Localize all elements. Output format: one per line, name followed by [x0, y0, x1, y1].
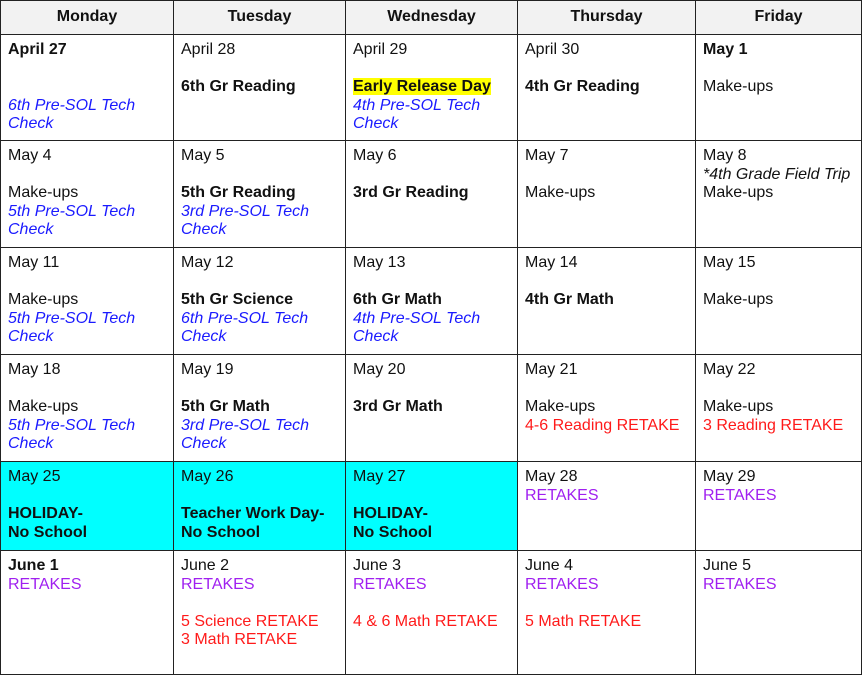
week-row — [1, 355, 862, 462]
holiday-label: No School — [181, 523, 261, 541]
tech-check-note: Check — [8, 221, 54, 238]
day-date: May 14 — [525, 254, 578, 271]
makeups-note: Make-ups — [525, 184, 596, 201]
spacer — [181, 380, 339, 399]
test-event: 4th Gr Math — [525, 291, 614, 308]
day-date: June 2 — [181, 557, 230, 574]
day-date: April 28 — [181, 41, 236, 58]
day-date: May 26 — [181, 468, 234, 485]
holiday-cell — [346, 462, 518, 551]
day-cell — [174, 35, 346, 141]
day-date: May 11 — [8, 254, 60, 271]
tech-check-note: Check — [353, 115, 399, 132]
day-cell — [346, 141, 518, 248]
day-date: May 8 — [703, 147, 747, 164]
tech-check-note: 4th Pre-SOL Tech — [353, 96, 481, 114]
day-date: April 29 — [353, 41, 408, 58]
day-date: May 12 — [181, 254, 234, 271]
day-date: May 4 — [8, 147, 52, 164]
test-event: 5th Gr Science — [181, 291, 294, 308]
makeups-note: Make-ups — [703, 291, 774, 308]
spacer — [353, 594, 511, 613]
tech-check-note: 5th Pre-SOL Tech — [8, 202, 136, 220]
header-thursday: Thursday — [518, 1, 696, 35]
day-date: May 20 — [353, 361, 406, 378]
week-row — [1, 35, 862, 141]
tech-check-note: Check — [181, 221, 227, 238]
spacer — [8, 273, 167, 292]
retake-note: 5 Math RETAKE — [525, 612, 642, 630]
test-event: 3rd Gr Math — [353, 398, 443, 415]
test-event: 5th Gr Math — [181, 398, 270, 415]
retake-note: 3 Math RETAKE — [181, 631, 298, 648]
day-cell — [696, 355, 862, 462]
spacer — [181, 594, 339, 613]
tech-check-note: Check — [181, 435, 227, 452]
day-cell — [696, 35, 862, 141]
retakes-label: RETAKES — [525, 575, 599, 593]
makeups-note: Make-ups — [703, 78, 774, 95]
field-trip-note: *4th Grade Field Trip — [703, 165, 851, 183]
day-date: May 19 — [181, 361, 234, 378]
tech-check-note: 5th Pre-SOL Tech — [8, 309, 136, 327]
retake-note: 5 Science RETAKE — [181, 612, 319, 630]
day-date: June 1 — [8, 557, 59, 574]
day-cell — [1, 355, 174, 462]
day-cell — [174, 141, 346, 248]
spacer — [703, 273, 855, 292]
week-row — [1, 248, 862, 355]
week-row — [1, 551, 862, 675]
test-event: 3rd Gr Reading — [353, 184, 469, 201]
header-tuesday: Tuesday — [174, 1, 346, 35]
spacer — [703, 60, 855, 79]
tech-check-note: 3rd Pre-SOL Tech — [181, 416, 310, 434]
retakes-label: RETAKES — [181, 575, 255, 593]
makeups-note: Make-ups — [525, 398, 596, 415]
spacer — [181, 60, 339, 79]
spacer — [181, 166, 339, 185]
week-row — [1, 462, 862, 551]
makeups-note: Make-ups — [8, 398, 79, 415]
day-cell — [1, 141, 174, 248]
day-date: May 21 — [525, 361, 578, 378]
holiday-label: No School — [8, 523, 88, 541]
day-date: May 29 — [703, 468, 756, 485]
holiday-label: HOLIDAY- — [353, 505, 428, 522]
week-row — [1, 141, 862, 248]
spacer — [8, 380, 167, 399]
day-cell — [696, 141, 862, 248]
spacer — [525, 273, 689, 292]
tech-check-note: 6th Pre-SOL Tech — [181, 309, 309, 327]
makeups-note: Make-ups — [703, 398, 774, 415]
retakes-label: RETAKES — [525, 486, 599, 504]
spacer — [353, 60, 511, 79]
day-cell — [1, 248, 174, 355]
spacer — [353, 380, 511, 399]
day-date: May 15 — [703, 254, 756, 271]
day-cell — [1, 35, 174, 141]
day-date: May 22 — [703, 361, 756, 378]
retakes-label: RETAKES — [353, 575, 427, 593]
spacer — [181, 273, 339, 292]
day-date: June 5 — [703, 557, 752, 574]
test-event: 4th Gr Reading — [525, 78, 640, 95]
day-cell — [346, 248, 518, 355]
retake-note: 4 & 6 Math RETAKE — [353, 612, 498, 630]
tech-check-note: 5th Pre-SOL Tech — [8, 416, 136, 434]
day-date: May 13 — [353, 254, 406, 271]
holiday-label: Teacher Work Day- — [181, 505, 325, 522]
makeups-note: Make-ups — [8, 291, 79, 308]
spacer — [353, 273, 511, 292]
day-date: May 7 — [525, 147, 569, 164]
day-cell — [696, 462, 862, 551]
retake-note: 3 Reading RETAKE — [703, 416, 844, 434]
holiday-cell — [174, 462, 346, 551]
day-cell — [346, 35, 518, 141]
spacer — [525, 166, 689, 185]
header-friday: Friday — [696, 1, 862, 35]
tech-check-note: 4th Pre-SOL Tech — [353, 309, 481, 327]
day-date: May 25 — [8, 468, 61, 485]
spacer — [8, 78, 167, 97]
day-cell — [518, 248, 696, 355]
day-cell — [518, 355, 696, 462]
holiday-label: No School — [353, 523, 433, 541]
day-cell — [518, 462, 696, 551]
tech-check-note: Check — [353, 328, 399, 345]
tech-check-note: 3rd Pre-SOL Tech — [181, 202, 310, 220]
early-release-highlight: Early Release Day — [353, 78, 491, 95]
day-date: April 27 — [8, 41, 67, 58]
day-cell — [696, 551, 862, 675]
day-cell — [174, 551, 346, 675]
test-event: 5th Gr Reading — [181, 184, 296, 201]
tech-check-note: Check — [8, 435, 54, 452]
day-cell — [1, 551, 174, 675]
spacer — [525, 380, 689, 399]
day-date: May 1 — [703, 41, 748, 58]
day-date: April 30 — [525, 41, 580, 58]
spacer — [525, 60, 689, 79]
day-date: May 5 — [181, 147, 225, 164]
day-date: June 4 — [525, 557, 574, 574]
day-date: May 6 — [353, 147, 397, 164]
makeups-note: Make-ups — [8, 184, 79, 201]
retakes-label: RETAKES — [703, 575, 777, 593]
tech-check-note: 6th Pre-SOL Tech — [8, 96, 136, 114]
day-date: May 28 — [525, 468, 578, 485]
tech-check-note: Check — [181, 328, 227, 345]
holiday-cell — [1, 462, 174, 551]
retakes-label: RETAKES — [703, 486, 777, 504]
day-cell — [346, 551, 518, 675]
day-date: May 27 — [353, 468, 406, 485]
header-monday: Monday — [1, 1, 174, 35]
retake-note: 4-6 Reading RETAKE — [525, 416, 680, 434]
day-cell — [518, 141, 696, 248]
day-cell — [518, 35, 696, 141]
day-cell — [696, 248, 862, 355]
spacer — [353, 166, 511, 185]
spacer — [525, 594, 689, 613]
spacer — [703, 380, 855, 399]
spacer — [353, 487, 511, 506]
day-cell — [518, 551, 696, 675]
spacer — [8, 60, 167, 79]
header-row — [1, 1, 862, 35]
day-cell — [174, 355, 346, 462]
tech-check-note: Check — [8, 115, 54, 132]
retakes-label: RETAKES — [8, 575, 82, 593]
makeups-note: Make-ups — [703, 184, 774, 201]
tech-check-note: Check — [8, 328, 54, 345]
holiday-label: HOLIDAY- — [8, 505, 83, 522]
spacer — [8, 487, 167, 506]
day-cell — [346, 355, 518, 462]
spacer — [181, 487, 339, 506]
header-wednesday: Wednesday — [346, 1, 518, 35]
spacer — [8, 166, 167, 185]
day-cell — [174, 248, 346, 355]
test-event: 6th Gr Math — [353, 291, 442, 308]
test-event: 6th Gr Reading — [181, 78, 296, 95]
day-date: June 3 — [353, 557, 402, 574]
day-date: May 18 — [8, 361, 61, 378]
